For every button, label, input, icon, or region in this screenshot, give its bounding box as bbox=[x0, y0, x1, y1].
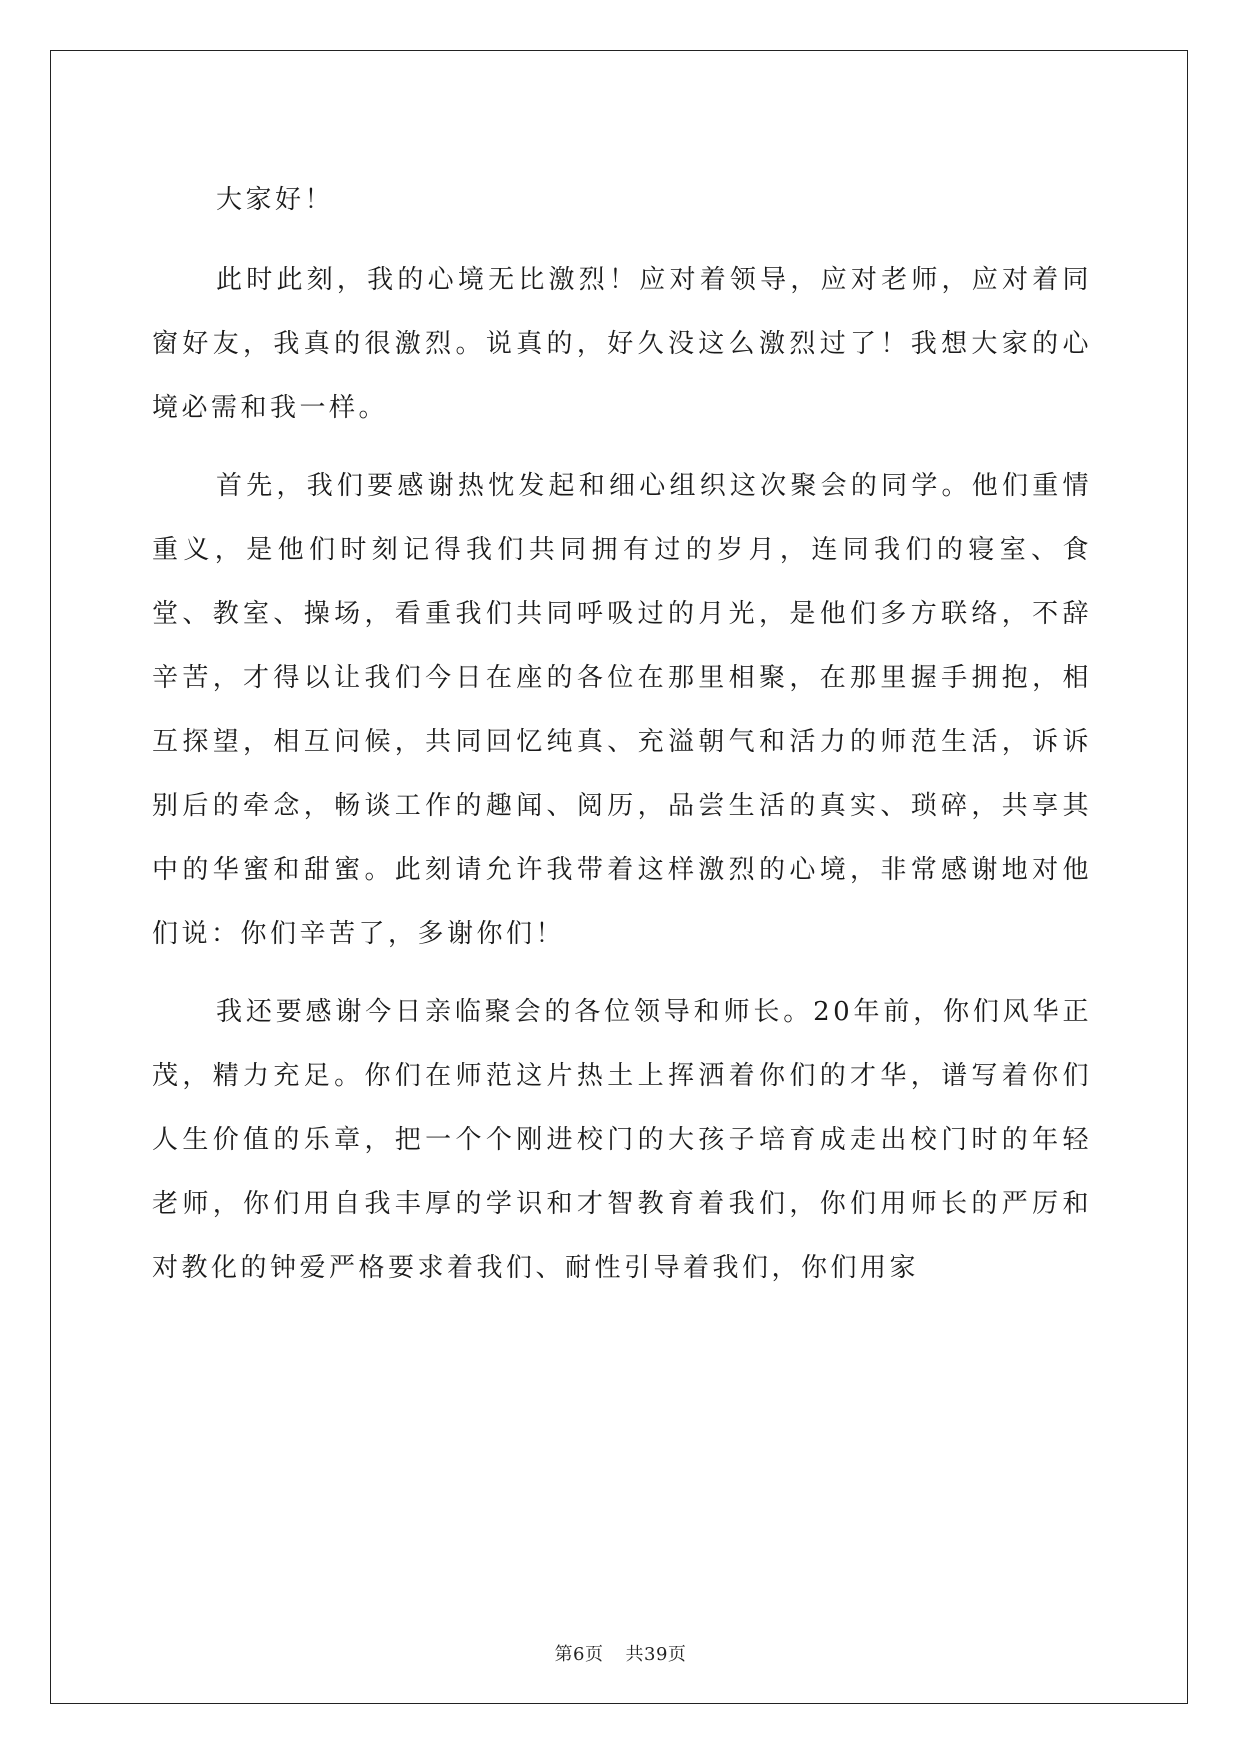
paragraph-thanks-organizers: 首先，我们要感谢热忱发起和细心组织这次聚会的同学。他们重情重义，是他们时刻记得我们共同拥有过的岁月，连同我们的寝室、食堂、教室、操场，看重我们共同呼吸过的月光，是他们多方联络，不辞辛苦，才得以让我们今日在座的各位在那里相聚，在那里握手拥抱，相互探望，相互问候，共同回忆纯真、充溢朝气和活力的师范生活，诉诉别后的牵念，畅谈工作的趣闻、阅历，品尝生活的真实、琐碎，共享其中的华蜜和甜蜜。此刻请允许我带着这样激烈的心境，非常感谢地对他们说：你们辛苦了，多谢你们！ bbox=[152, 471, 1092, 949]
paragraph-greeting: 大家好！ bbox=[216, 185, 335, 215]
paragraph-opening: 此时此刻，我的心境无比激烈！应对着领导，应对老师，应对着同窗好友，我真的很激烈。说真的，好久没这么激烈过了！我想大家的心境必需和我一样。 bbox=[152, 265, 1092, 423]
paragraph-thanks-teachers: 我还要感谢今日亲临聚会的各位领导和师长。20年前，你们风华正茂，精力充足。你们在师范这片热土上挥洒着你们的才华，谱写着你们人生价值的乐章，把一个个刚进校门的大孩子培育成走出校门时的年轻老师，你们用自我丰厚的学识和才智教育着我们，你们用师长的严厉和对教化的钟爱严格要求着我们、耐性引导着我们，你们用家 bbox=[152, 997, 1092, 1283]
page-footer bbox=[0, 1640, 1241, 1666]
page-total: 共39页 bbox=[625, 1644, 687, 1665]
page-number: 第6页 bbox=[554, 1644, 604, 1665]
document-body bbox=[152, 168, 1092, 1314]
